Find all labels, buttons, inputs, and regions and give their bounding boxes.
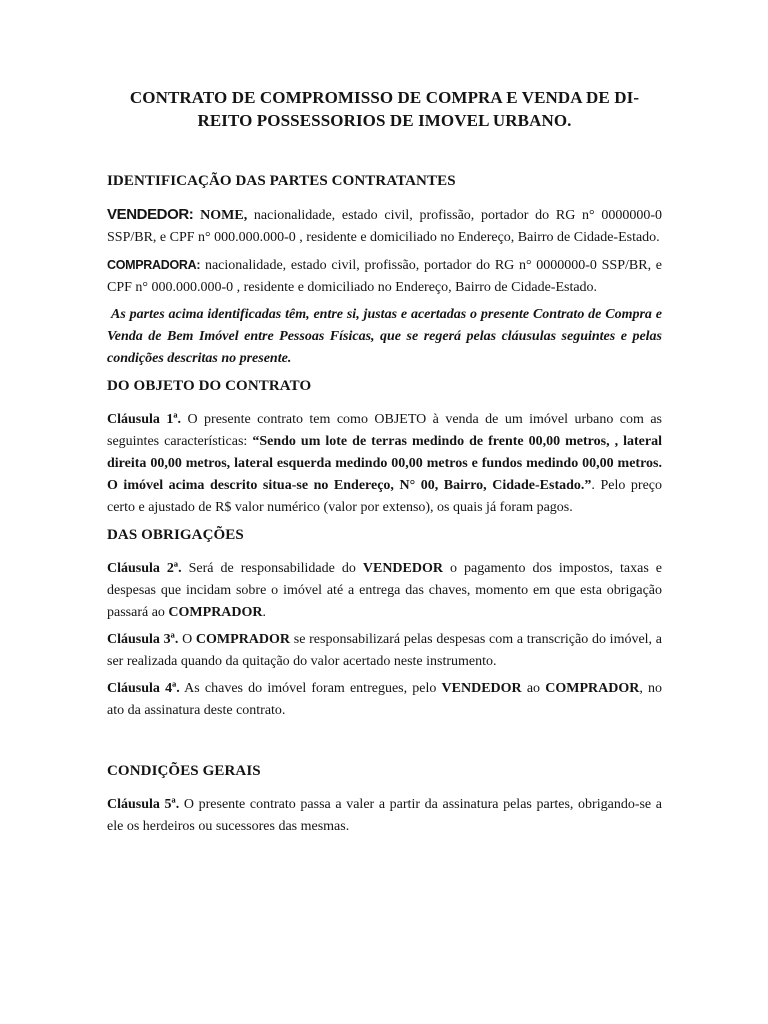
document-title-line-2: REITO POSSESSORIOS DE IMOVEL URBANO.	[197, 111, 572, 130]
paragraph-clausula-5	[107, 794, 662, 838]
paragraph-preamble: As partes acima identificadas têm, entre si, justas e acertadas o presente Contrato de Compra e Venda de Bem Imóvel entre Pessoas Físicas, que se regerá pelas cláusulas seguintes e pelas condições descritas no presente.	[107, 307, 662, 366]
clausula-2-bold-comprador: COMPRADOR	[168, 605, 263, 620]
clausula-2-text-3: .	[262, 605, 267, 620]
clausula-3-bold-comprador: COMPRADOR	[195, 632, 291, 647]
section-heading-obrigacoes: DAS OBRIGAÇÕES	[107, 527, 244, 543]
document-title	[107, 86, 662, 132]
paragraph-vendedor	[107, 204, 662, 249]
clausula-5-label: Cláusula 5ª.	[107, 797, 180, 812]
clausula-5-text-1: O presente contrato passa a valer a partir da assinatura pelas partes, obrigando-se a ele os herdeiros ou sucessores das mesmas.	[107, 797, 662, 834]
section-heading-identificacao: IDENTIFICAÇÃO DAS PARTES CONTRATANTES	[107, 173, 456, 189]
document-content	[107, 0, 662, 838]
clausula-4-bold-vendedor: VENDEDOR	[441, 681, 522, 696]
section-heading-condicoes: CONDIÇÕES GERAIS	[107, 763, 261, 779]
section-heading-objeto: DO OBJETO DO CONTRATO	[107, 378, 312, 394]
clausula-3-text-1: O	[178, 632, 196, 647]
clausula-2-text-2: o pagamento dos impostos, taxas e despesas que incidam sobre o imóvel até a entrega das chaves, momento em que esta obrigação passará ao	[107, 561, 662, 620]
paragraph-clausula-3	[107, 629, 662, 673]
clausula-1-quote: “Sendo um lote de terras medindo de frente 00,00 metros, , lateral direita 00,00 metros, lateral esquerda medindo 00,00 metros e fundos medindo 00,00 metros. O imóvel acima descrito situa-se no Endereço, N° 00, Bairro, Cidade-Estado.”	[107, 434, 662, 493]
paragraph-clausula-1	[107, 409, 662, 519]
clausula-1-label: Cláusula 1ª.	[107, 412, 182, 427]
clausula-3-label: Cláusula 3ª.	[107, 632, 179, 647]
clausula-4-bold-comprador: COMPRADOR	[545, 681, 640, 696]
document-title-line-1: CONTRATO DE COMPROMISSO DE COMPRA E VENDA DE DI-	[129, 88, 640, 107]
clausula-2-bold-vendedor: VENDEDOR	[362, 561, 443, 576]
compradora-text: nacionalidade, estado civil, profissão, portador do RG n° 0000000-0 SSP/BR, e CPF n° 000.000.000-0 , residente e domiciliado no Endereço, Bairro de Cidade-Estado.	[107, 258, 662, 295]
clausula-1-text-2: . Pelo preço certo e ajustado de R$ valor numérico (valor por extenso), os quais já foram pagos.	[107, 478, 662, 515]
clausula-4-text-3: , no ato da assinatura deste contrato.	[107, 681, 663, 718]
paragraph-clausula-2	[107, 558, 662, 624]
clausula-3-text-2: se responsabilizará pelas despesas com a transcrição do imóvel, a ser realizada quando da quitação do valor acertado neste instrumento.	[107, 632, 662, 669]
paragraph-clausula-4	[107, 678, 662, 722]
vendedor-label: VENDEDOR:	[107, 206, 194, 223]
clausula-4-text-1: As chaves do imóvel foram entregues, pelo	[179, 681, 442, 696]
clausula-1-text-1: O presente contrato tem como OBJETO à venda de um imóvel urbano com as seguintes características:	[107, 412, 662, 449]
clausula-2-label: Cláusula 2ª.	[107, 561, 182, 576]
compradora-label: COMPRADORA:	[107, 258, 201, 272]
paragraph-compradora	[107, 254, 662, 299]
clausula-2-text-1: Será de responsabilidade do	[181, 561, 363, 576]
clausula-4-label: Cláusula 4ª.	[107, 681, 180, 696]
clausula-4-text-2: ao	[521, 681, 546, 696]
vendedor-text: nacionalidade, estado civil, profissão, portador do RG n° 0000000-0 SSP/BR, e CPF n° 000.000.000-0 , residente e domiciliado no Endereço, Bairro de Cidade-Estado.	[107, 208, 662, 245]
vendedor-name: NOME,	[193, 208, 248, 223]
